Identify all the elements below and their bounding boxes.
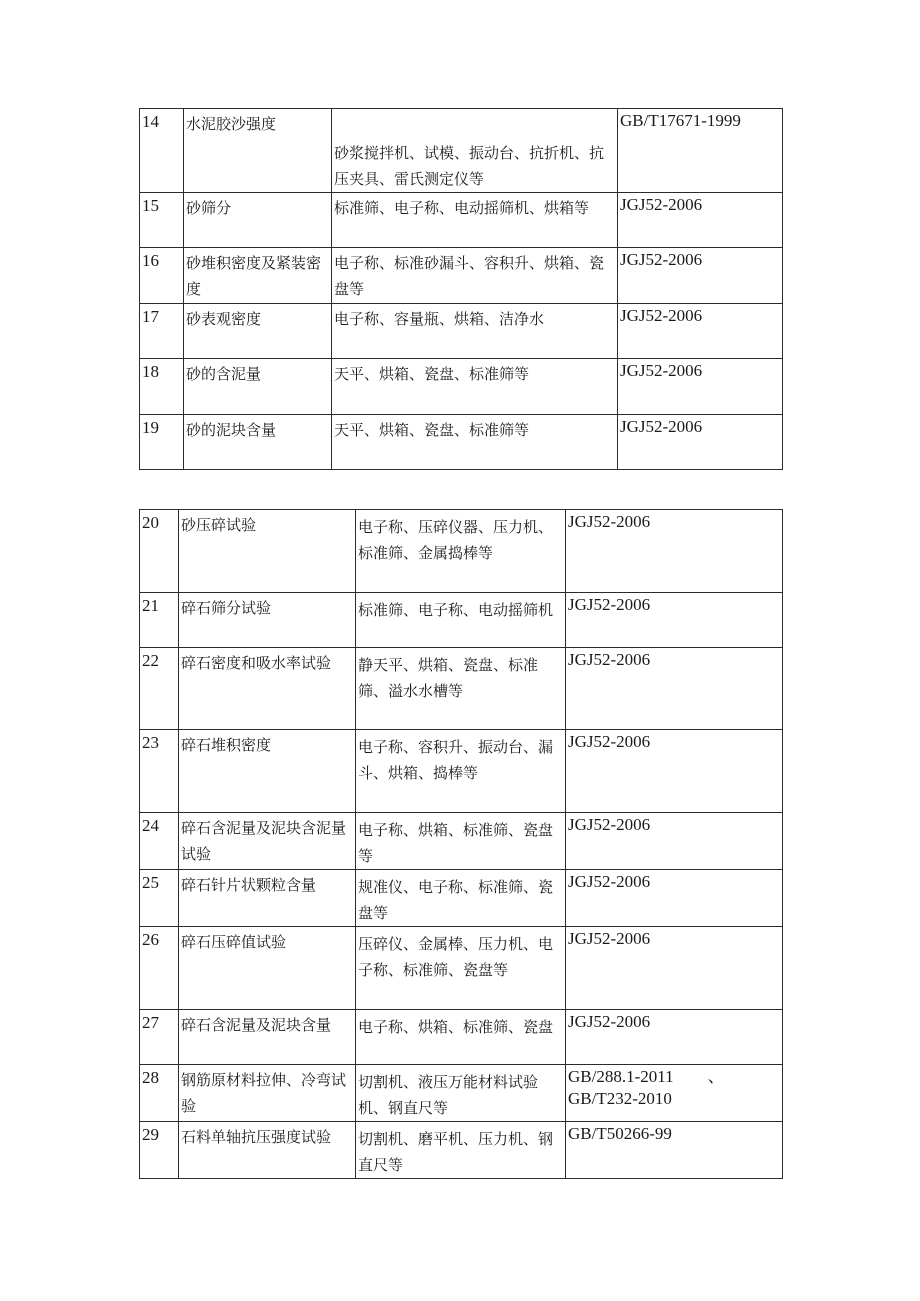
test-item: 砂筛分 <box>184 193 332 248</box>
test-equipment-table-2 <box>139 509 783 1179</box>
standard: JGJ52-2006 <box>566 813 783 870</box>
table-row <box>140 870 783 927</box>
row-number: 18 <box>140 359 184 415</box>
standard: JGJ52-2006 <box>566 730 783 813</box>
standard: JGJ52-2006 <box>618 415 783 470</box>
row-number: 27 <box>140 1010 179 1065</box>
equipment: 切割机、液压万能材料试验机、钢直尺等 <box>356 1065 566 1122</box>
test-item: 砂的含泥量 <box>184 359 332 415</box>
equipment: 电子称、烘箱、标准筛、瓷盘 <box>356 1010 566 1065</box>
table-row <box>140 593 783 648</box>
row-number: 24 <box>140 813 179 870</box>
test-item: 砂的泥块含量 <box>184 415 332 470</box>
test-item: 砂表观密度 <box>184 304 332 359</box>
equipment: 电子称、容积升、振动台、漏斗、烘箱、捣棒等 <box>356 730 566 813</box>
equipment: 电子称、标准砂漏斗、容积升、烘箱、瓷盘等 <box>332 248 618 304</box>
standard: GB/T17671-1999 <box>618 109 783 193</box>
row-number: 29 <box>140 1122 179 1179</box>
equipment: 压碎仪、金属棒、压力机、电子称、标准筛、瓷盘等 <box>356 927 566 1010</box>
row-number: 19 <box>140 415 184 470</box>
standard: JGJ52-2006 <box>566 593 783 648</box>
table-row <box>140 1065 783 1122</box>
table-row <box>140 927 783 1010</box>
test-item: 砂堆积密度及紧装密度 <box>184 248 332 304</box>
row-number: 23 <box>140 730 179 813</box>
row-number: 14 <box>140 109 184 193</box>
test-item: 石料单轴抗压强度试验 <box>179 1122 356 1179</box>
standard: GB/288.1-2011 、GB/T232-2010 <box>566 1065 783 1122</box>
test-item: 水泥胶沙强度 <box>184 109 332 193</box>
equipment: 切割机、磨平机、压力机、钢直尺等 <box>356 1122 566 1179</box>
table-row <box>140 304 783 359</box>
row-number: 28 <box>140 1065 179 1122</box>
standard: JGJ52-2006 <box>566 870 783 927</box>
test-item: 碎石堆积密度 <box>179 730 356 813</box>
standard: JGJ52-2006 <box>618 304 783 359</box>
row-number: 15 <box>140 193 184 248</box>
equipment: 砂浆搅拌机、试模、振动台、抗折机、抗压夹具、雷氏测定仪等 <box>332 109 618 193</box>
row-number: 21 <box>140 593 179 648</box>
table-row <box>140 1122 783 1179</box>
test-item: 碎石压碎值试验 <box>179 927 356 1010</box>
table-row <box>140 510 783 593</box>
equipment: 标准筛、电子称、电动摇筛机 <box>356 593 566 648</box>
table-row <box>140 109 783 193</box>
test-item: 碎石密度和吸水率试验 <box>179 648 356 730</box>
standard: JGJ52-2006 <box>618 359 783 415</box>
equipment: 电子称、烘箱、标准筛、瓷盘等 <box>356 813 566 870</box>
equipment: 电子称、压碎仪器、压力机、标准筛、金属捣棒等 <box>356 510 566 593</box>
table-row <box>140 648 783 730</box>
standard: JGJ52-2006 <box>566 648 783 730</box>
standard: JGJ52-2006 <box>566 927 783 1010</box>
equipment: 规准仪、电子称、标准筛、瓷盘等 <box>356 870 566 927</box>
row-number: 17 <box>140 304 184 359</box>
equipment: 天平、烘箱、瓷盘、标准筛等 <box>332 359 618 415</box>
test-item: 砂压碎试验 <box>179 510 356 593</box>
row-number: 22 <box>140 648 179 730</box>
equipment: 电子称、容量瓶、烘箱、洁净水 <box>332 304 618 359</box>
equipment: 天平、烘箱、瓷盘、标准筛等 <box>332 415 618 470</box>
table-row <box>140 730 783 813</box>
row-number: 16 <box>140 248 184 304</box>
row-number: 25 <box>140 870 179 927</box>
test-item: 碎石含泥量及泥块含泥量试验 <box>179 813 356 870</box>
standard: JGJ52-2006 <box>618 193 783 248</box>
test-item: 钢筋原材料拉伸、冷弯试验 <box>179 1065 356 1122</box>
table-row <box>140 813 783 870</box>
table-row <box>140 1010 783 1065</box>
table-row <box>140 359 783 415</box>
standard: GB/T50266-99 <box>566 1122 783 1179</box>
test-item: 碎石针片状颗粒含量 <box>179 870 356 927</box>
equipment: 静天平、烘箱、瓷盘、标准筛、溢水水槽等 <box>356 648 566 730</box>
standard: JGJ52-2006 <box>566 1010 783 1065</box>
test-item: 碎石筛分试验 <box>179 593 356 648</box>
row-number: 26 <box>140 927 179 1010</box>
table-row <box>140 415 783 470</box>
standard: JGJ52-2006 <box>566 510 783 593</box>
test-item: 碎石含泥量及泥块含量 <box>179 1010 356 1065</box>
standard: JGJ52-2006 <box>618 248 783 304</box>
test-equipment-table-1 <box>139 108 783 470</box>
row-number: 20 <box>140 510 179 593</box>
table-row <box>140 248 783 304</box>
equipment: 标准筛、电子称、电动摇筛机、烘箱等 <box>332 193 618 248</box>
table-row <box>140 193 783 248</box>
